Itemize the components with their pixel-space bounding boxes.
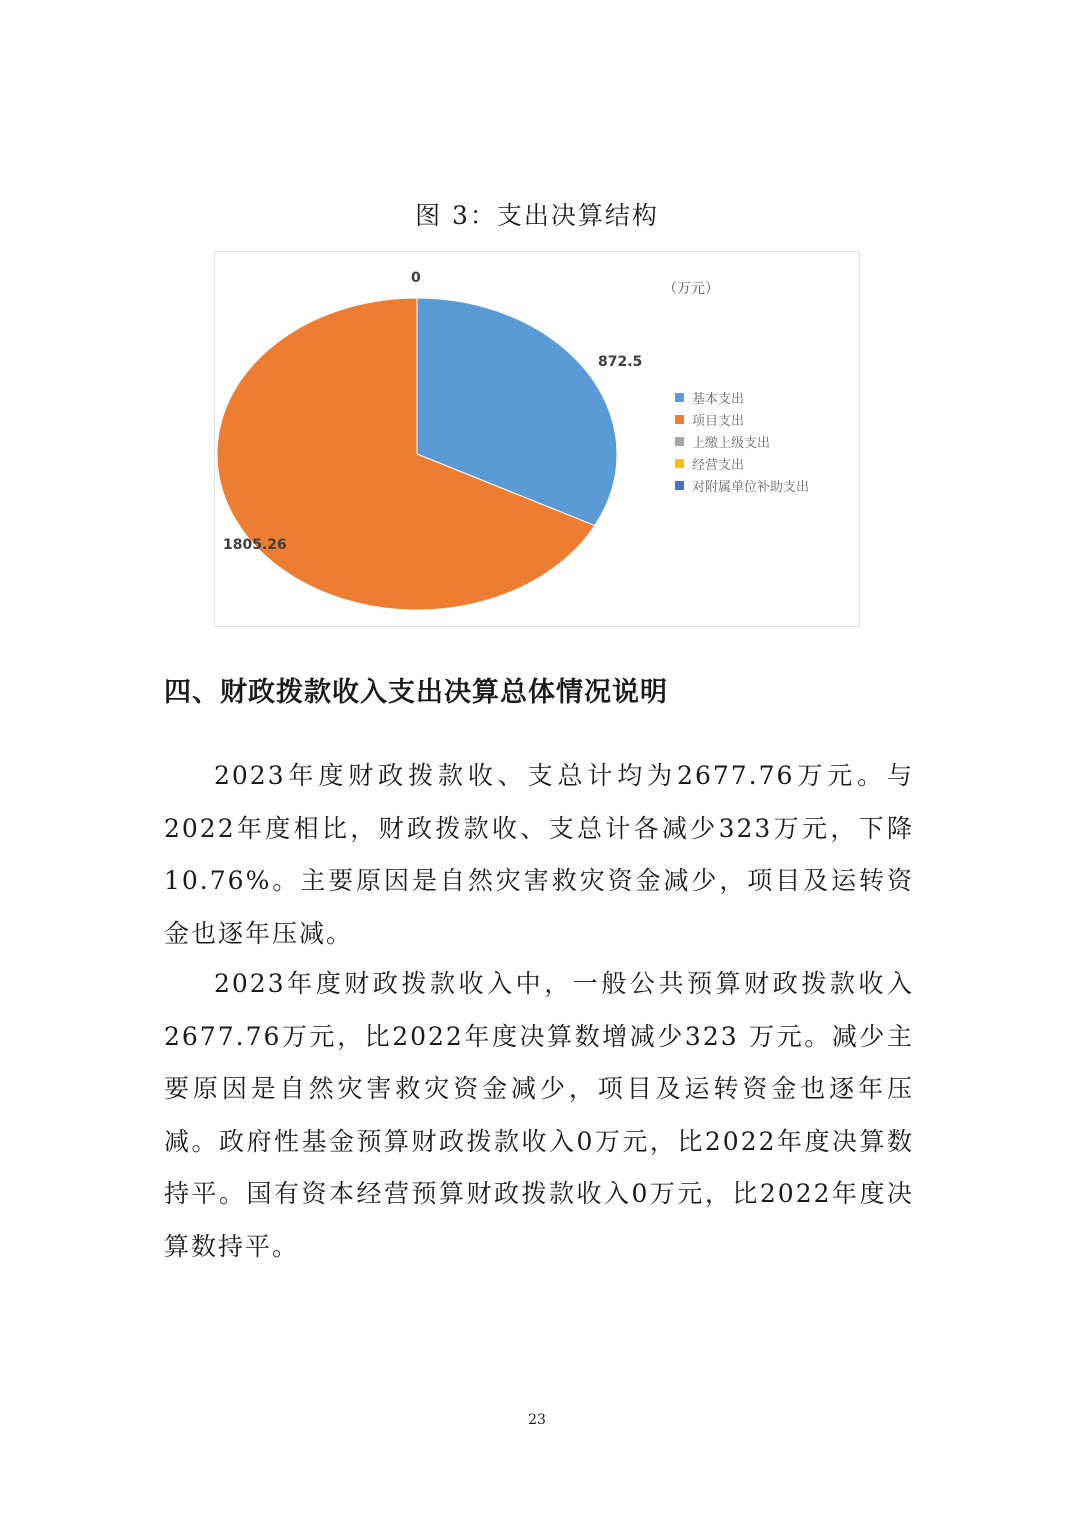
legend-label: 经营支出 xyxy=(692,457,745,473)
page-number: 23 xyxy=(528,1412,546,1428)
legend-item xyxy=(675,386,809,408)
expenditure-pie-chart xyxy=(214,251,860,627)
legend-item xyxy=(675,474,809,496)
data-label-zero: 0 xyxy=(411,270,421,286)
section-heading: 四、财政拨款收入支出决算总体情况说明 xyxy=(164,677,668,708)
paragraph-text: 2023年度财政拨款收入中，一般公共预算财政拨款收入2677.76万元，比2022年度决算数增减少323 万元。减少主要原因是自然灾害救灾资金减少，项目及运转资金也逐年压减。政府性基金预算财政拨款收入0万元，比2022年度决算数持平。国有资本经营预算财政拨款收入0万元，比2022年度决算数持平。 xyxy=(164,969,914,1261)
chart-unit-label: （万元） xyxy=(663,281,719,297)
paragraph xyxy=(164,958,914,1273)
legend-label: 对附属单位补助支出 xyxy=(692,479,810,495)
legend-swatch xyxy=(675,415,684,424)
legend-label: 项目支出 xyxy=(692,413,745,429)
data-label-basic: 872.5 xyxy=(598,354,643,370)
figure-caption: 图 3：支出决算结构 xyxy=(415,201,659,230)
chart-legend xyxy=(675,386,809,496)
paragraph-text: 2023年度财政拨款收、支总计均为2677.76万元。与2022年度相比，财政拨款收、支总计各减少323万元，下降10.76%。主要原因是自然灾害救灾资金减少，项目及运转资金也逐年压减。 xyxy=(164,761,914,948)
data-label-project: 1805.26 xyxy=(223,537,287,553)
legend-item xyxy=(675,452,809,474)
legend-swatch xyxy=(675,437,684,446)
legend-item xyxy=(675,430,809,452)
legend-swatch xyxy=(675,459,684,468)
legend-swatch xyxy=(675,393,684,402)
paragraph xyxy=(164,750,914,960)
legend-label: 上缴上级支出 xyxy=(692,435,771,451)
legend-swatch xyxy=(675,481,684,490)
legend-item xyxy=(675,408,809,430)
legend-label: 基本支出 xyxy=(692,391,745,407)
